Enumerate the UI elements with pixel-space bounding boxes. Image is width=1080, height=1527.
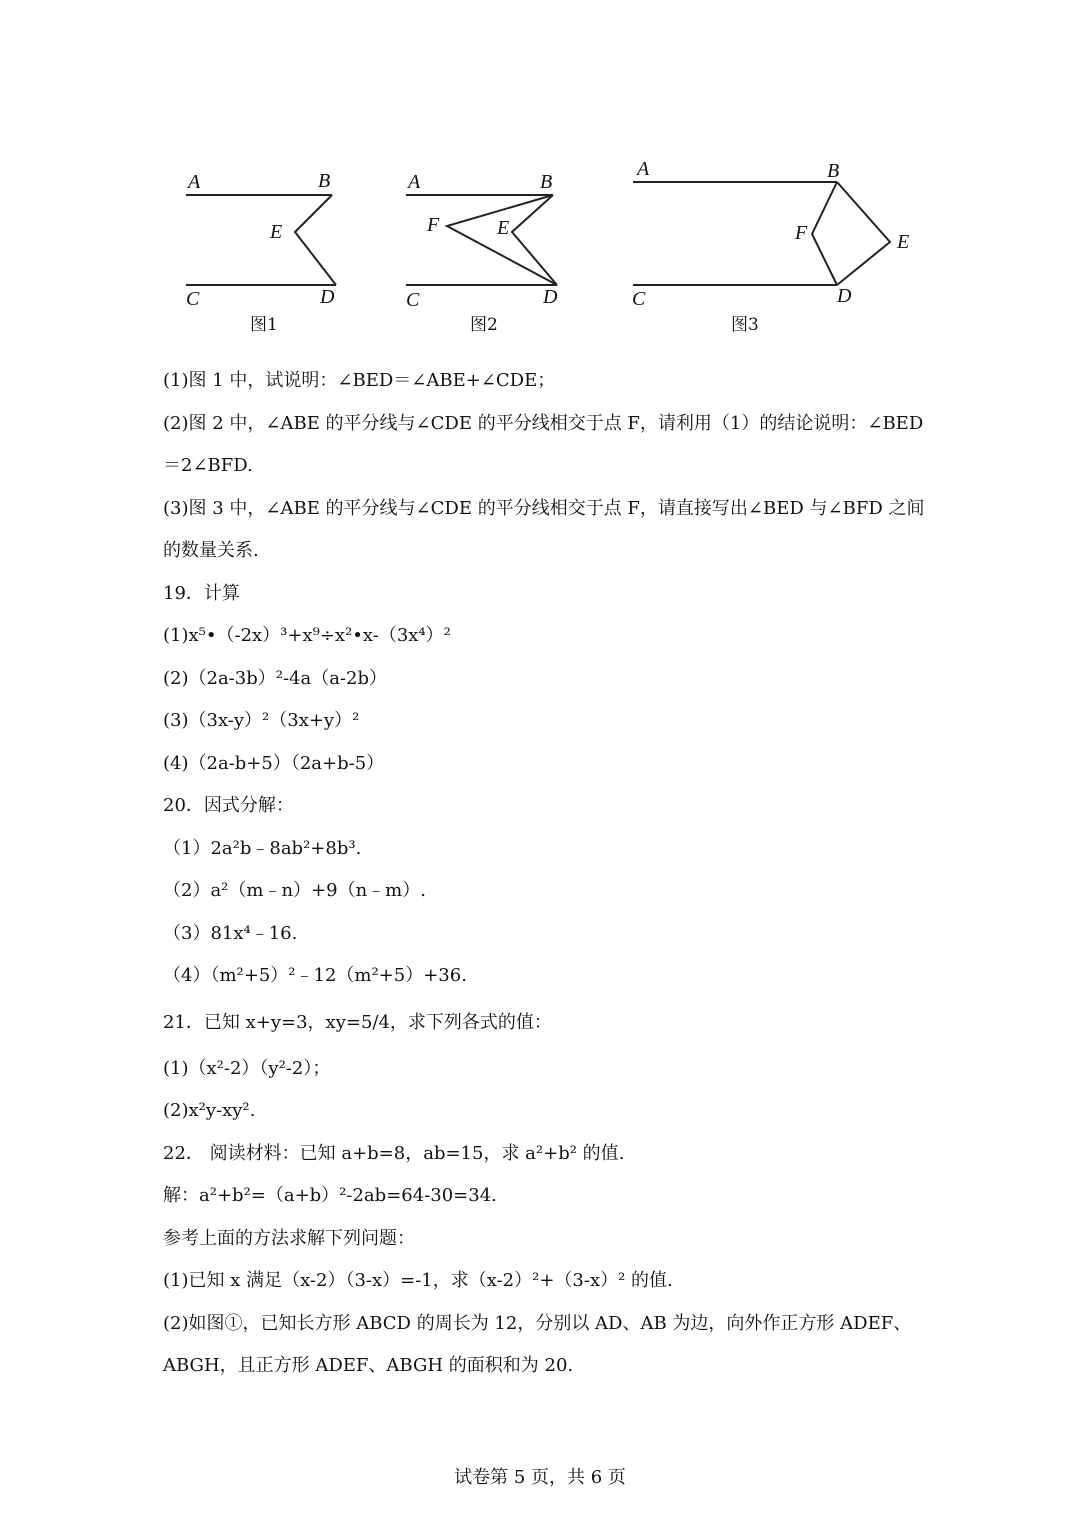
fig3-label-d: D (837, 285, 852, 307)
q18-part3-cont: 的数量关系. (163, 540, 259, 561)
fig1-label-c: C (186, 288, 200, 310)
fig3-caption: 图3 (731, 315, 759, 335)
fig2-label-d: D (543, 286, 558, 308)
figure-3 (632, 158, 909, 335)
fig3-label-c: C (632, 288, 646, 310)
q20-item4: （4）（m²+5）²﹣12（m²+5）+36. (163, 965, 467, 986)
q20-item1: （1）2a²b﹣8ab²+8b³. (163, 837, 362, 859)
q19-item2: (2)（2a-3b）²-4a（a-2b） (163, 667, 388, 689)
q18-part3: (3)图 3 中，∠ABE 的平分线与∠CDE 的平分线相交于点 F，请直接写出∠BED 与∠BFD 之间 (163, 497, 925, 519)
fig3-label-a: A (637, 158, 650, 180)
fig2-path-bed (512, 195, 557, 285)
fig3-path-bfd (812, 182, 837, 285)
exam-content (163, 360, 933, 1388)
fig1-label-a: A (188, 171, 201, 193)
q19-item3: (3)（3x-y）²（3x+y）² (163, 710, 360, 731)
q19-item1: (1)x⁵•（-2x）³+x⁹÷x²•x-（3x⁴）² (163, 625, 451, 646)
q20-item3: （3）81x⁴﹣16. (163, 922, 298, 944)
q22-item2: (2)如图①，已知长方形 ABCD 的周长为 12，分别以 AD、AB 为边，向外作正方形 ADEF、 (163, 1312, 912, 1334)
fig1-label-b: B (318, 170, 331, 192)
fig3-label-f: F (795, 222, 808, 244)
q20-title: 20．因式分解： (163, 795, 294, 816)
fig2-label-b: B (540, 171, 553, 193)
fig3-path-bed (837, 182, 890, 285)
fig2-caption: 图2 (470, 315, 498, 335)
fig1-label-e: E (270, 221, 283, 243)
fig1-label-d: D (320, 286, 335, 308)
fig3-label-b: B (827, 160, 840, 182)
fig1-path-bed (295, 195, 336, 285)
q19-title: 19．计算 (163, 582, 240, 604)
page-footer: 试卷第 5 页，共 6 页 (454, 1467, 626, 1488)
q19-item4: (4)（2a-b+5）（2a+b-5） (163, 752, 385, 774)
geometry-figures (0, 150, 1080, 350)
q22-solution: 解：a²+b²=（a+b）²-2ab=64-30=34. (163, 1185, 497, 1206)
q22-item2-cont: ABGH，且正方形 ADEF、ABGH 的面积和为 20. (163, 1355, 574, 1376)
figure-1 (186, 170, 336, 335)
q18-part2: (2)图 2 中，∠ABE 的平分线与∠CDE 的平分线相交于点 F，请利用（1）的结论说明：∠BED (163, 412, 924, 434)
fig2-label-e: E (497, 217, 510, 239)
figure-2 (406, 171, 558, 335)
q18-part2-cont: ＝2∠BFD. (163, 455, 253, 476)
q22-instruction: 参考上面的方法求解下列问题： (163, 1227, 415, 1249)
q21-item1: (1)（x²-2）（y²-2）； (163, 1057, 331, 1079)
q21-item2: (2)x²y-xy². (163, 1100, 256, 1121)
q22-item1: (1)已知 x 满足（x-2）（3-x）=-1，求（x-2）²+（3-x）² 的值. (163, 1270, 673, 1291)
q21-title: 21．已知 x+y=3，xy=5/4，求下列各式的值： (163, 1011, 552, 1033)
q20-item2: （2）a²（m﹣n）+9（n﹣m）. (163, 880, 426, 901)
fig2-label-c: C (406, 289, 420, 311)
figure-row (0, 150, 1080, 350)
q22-title: 22． 阅读材料：已知 a+b=8，ab=15，求 a²+b² 的值. (163, 1142, 625, 1164)
fig3-label-e: E (897, 231, 910, 253)
fig2-label-a: A (408, 171, 421, 193)
fig1-caption: 图1 (250, 315, 278, 335)
fig2-label-f: F (427, 214, 440, 236)
fig2-path-bfd (447, 195, 557, 285)
q18-part1: (1)图 1 中，试说明：∠BED＝∠ABE+∠CDE； (163, 370, 556, 391)
